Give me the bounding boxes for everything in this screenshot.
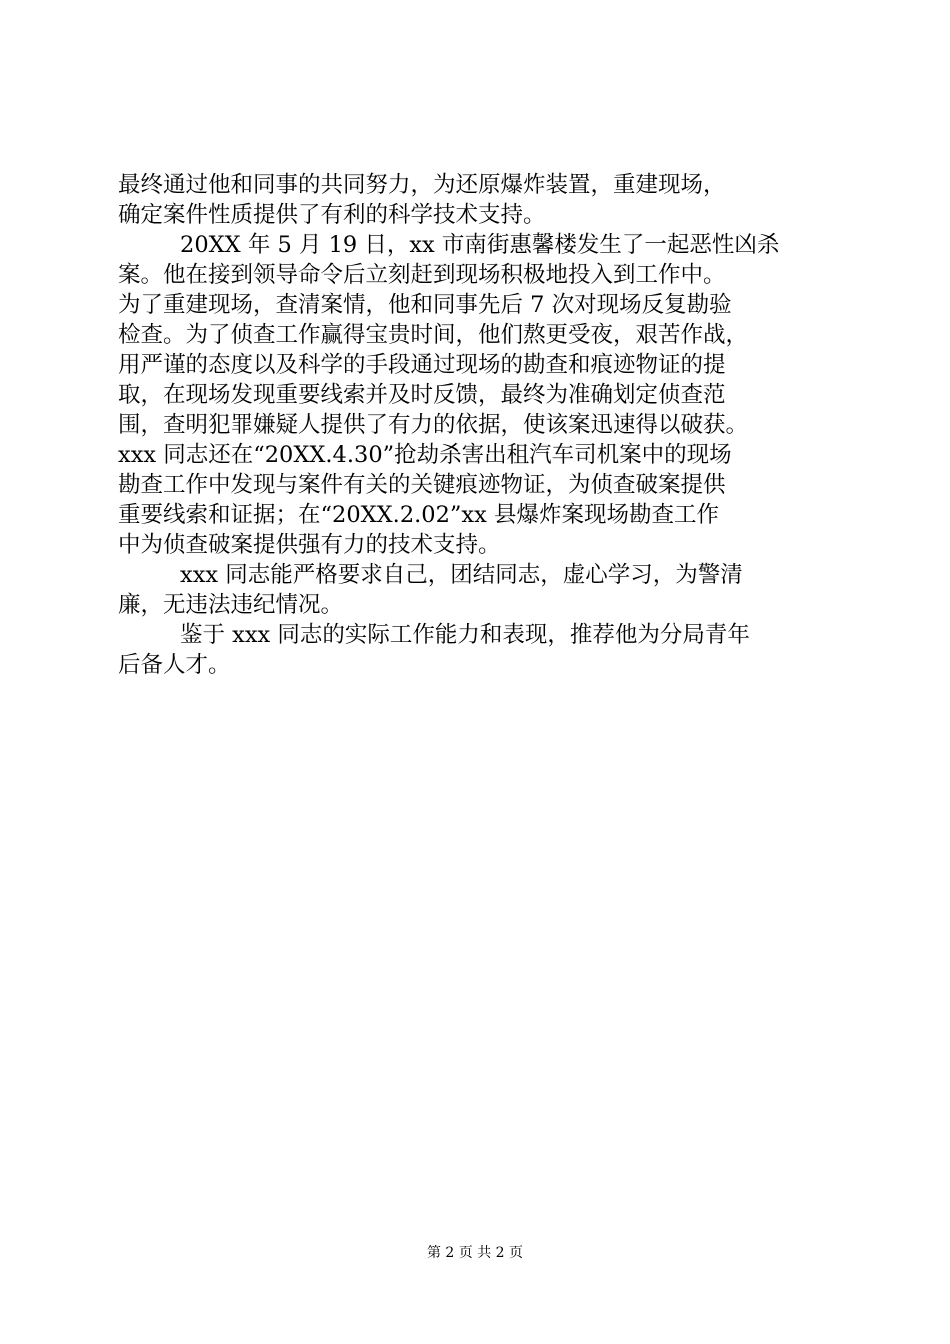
text-line: xxx 同志还在“20XX.4.30”抢劫杀害出租汽车司机案中的现场 — [118, 442, 732, 468]
text-line: 案。他在接到领导命令后立刻赶到现场积极地投入到工作中。 — [118, 262, 726, 288]
text-line: 为了重建现场，查清案情，他和同事先后 7 次对现场反复勘验 — [118, 292, 732, 318]
paragraph-start-line: xxx 同志能严格要求自己，团结同志，虚心学习，为警清 — [180, 562, 743, 588]
text-line: 用严谨的态度以及科学的手段通过现场的勘查和痕迹物证的提 — [118, 352, 726, 378]
paragraph-start-line: 20XX 年 5 月 19 日，xx 市南街惠馨楼发生了一起恶性凶杀 — [180, 232, 780, 258]
text-line: 围，查明犯罪嫌疑人提供了有力的依据，使该案迅速得以破获。 — [118, 412, 749, 438]
text-line: 廉，无违法违纪情况。 — [118, 592, 344, 618]
text-line: 最终通过他和同事的共同努力，为还原爆炸装置，重建现场， — [118, 172, 726, 198]
text-line: 后备人才。 — [118, 652, 231, 678]
text-line: 取，在现场发现重要线索并及时反馈，最终为准确划定侦查范 — [118, 382, 726, 408]
text-line: 检查。为了侦查工作赢得宝贵时间，他们熬更受夜，艰苦作战， — [118, 322, 749, 348]
text-line: 中为侦查破案提供强有力的技术支持。 — [118, 532, 501, 558]
page-number-footer: 第 2 页 共 2 页 — [426, 1245, 524, 1261]
paragraph-start-line: 鉴于 xxx 同志的实际工作能力和表现，推荐他为分局青年 — [180, 622, 750, 648]
text-line: 勘查工作中发现与案件有关的关键痕迹物证，为侦查破案提供 — [118, 472, 726, 498]
text-line: 确定案件性质提供了有利的科学技术支持。 — [118, 202, 546, 228]
text-line: 重要线索和证据；在“20XX.2.02”xx 县爆炸案现场勘查工作 — [118, 502, 719, 528]
